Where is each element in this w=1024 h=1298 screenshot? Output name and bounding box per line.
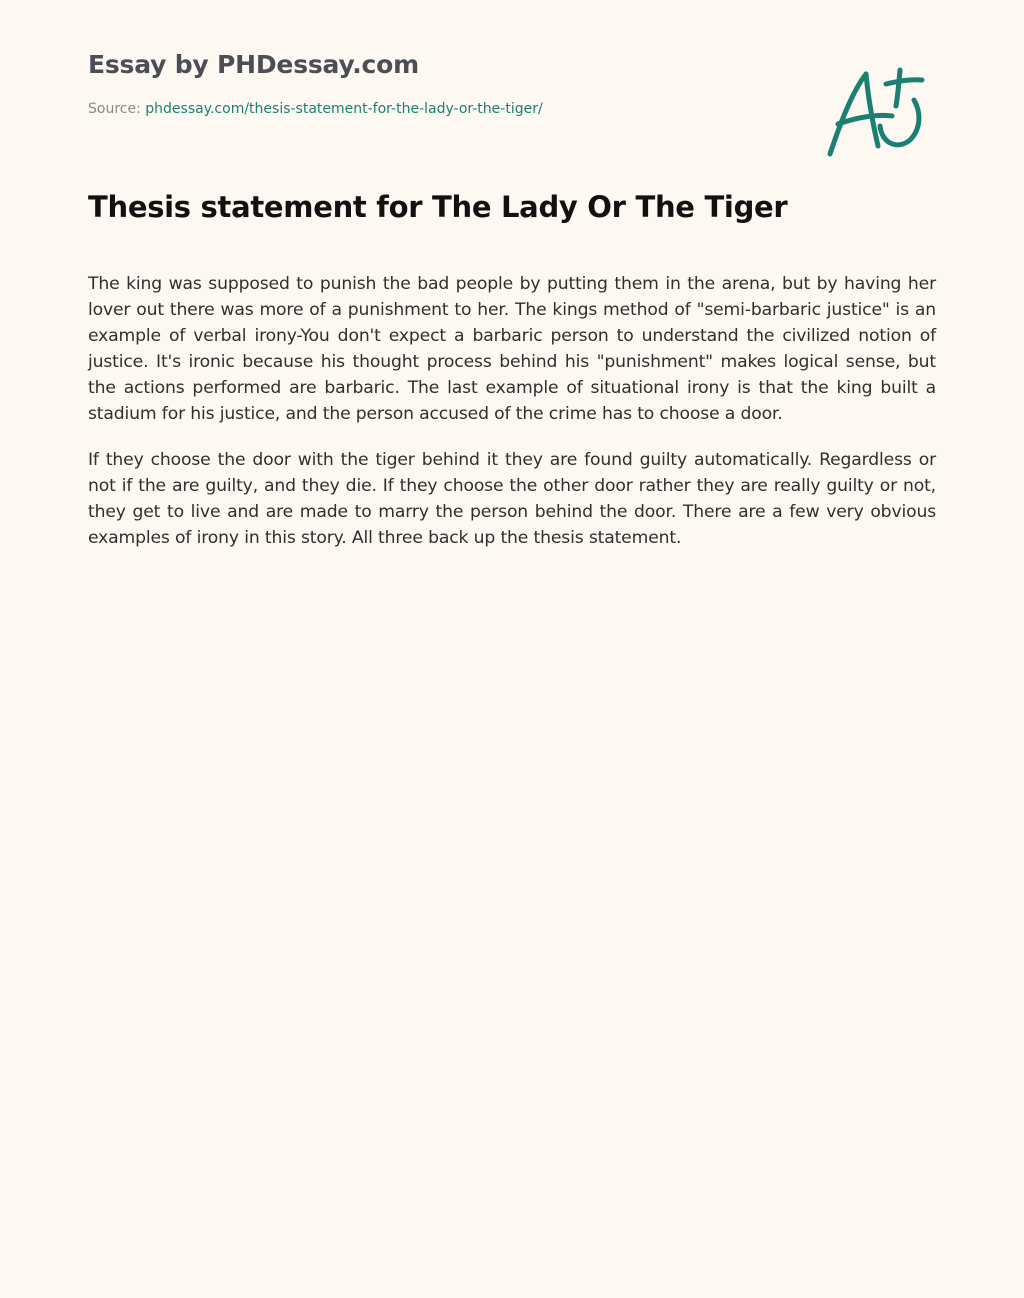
essay-body (88, 271, 936, 571)
site-title: Essay by PHDessay.com (88, 50, 419, 79)
source-link[interactable]: phdessay.com/thesis-statement-for-the-lady-or-the-tiger/ (145, 101, 543, 117)
a-plus-grade-icon (818, 62, 930, 162)
body-paragraph: The king was supposed to punish the bad people by putting them in the arena, but by having her lover out there was more of a punishment to her. The kings method of "semi-barbaric justice" is an example of verbal irony-You don't expect a barbaric person to understand the civilized notion of justice. It's ironic because his thought process behind his "punishment" makes logical sense, but the actions performed are barbaric. The last example of situational irony is that the king built a stadium for his justice, and the person accused of the crime has to choose a door. (88, 274, 936, 424)
source-label: Source: (88, 101, 146, 117)
source-line (88, 101, 543, 117)
document-title: Thesis statement for The Lady Or The Tiger (88, 190, 788, 224)
body-paragraph: If they choose the door with the tiger behind it they are found guilty automatically. Regardless or not if the are guilty, and they die. If they choose the other door rather they are really guilty or not, they get to live and are made to marry the person behind the door. There are a few very obvious examples of irony in this story. All three back up the thesis statement. (88, 450, 936, 548)
